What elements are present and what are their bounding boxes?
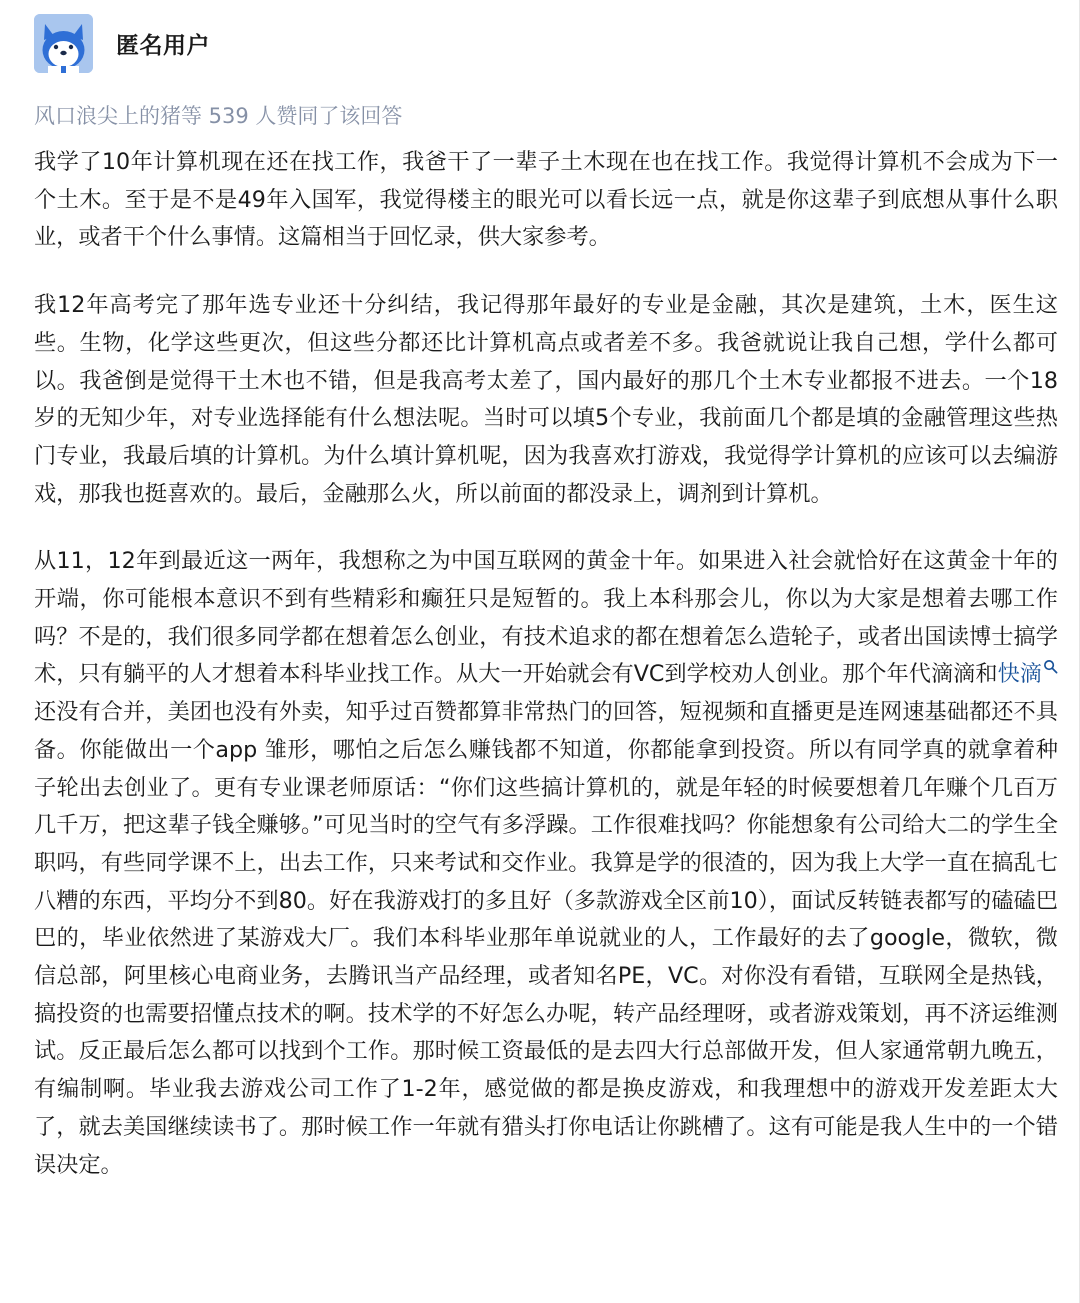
author-name[interactable]: 匿名用户 bbox=[116, 32, 210, 59]
search-icon[interactable] bbox=[1043, 659, 1058, 674]
paragraph-3-text-before: 从11，12年到最近这一两年，我想称之为中国互联网的黄金十年。如果进入社会就恰好在这黄金十年的开端，你可能根本意识不到有些精彩和癫狂只是短暂的。我上本科那会儿，你以为大家是想着去哪工作吗？不是的，我们很多同学都在想着怎么创业，有技术追求的都在想着怎么造轮子，或者出国读博士搞学术，只有躺平的人才想着本科毕业找工作。从大一开始就会有VC到学校劝人创业。那个年代滴滴和 bbox=[34, 548, 1058, 688]
paragraph-3 bbox=[34, 543, 1058, 1184]
avatar-graphic bbox=[34, 14, 93, 73]
answer-author-header bbox=[34, 13, 210, 73]
keyword-link-text[interactable]: 快滴 bbox=[997, 661, 1043, 688]
anonymous-avatar-icon[interactable] bbox=[34, 14, 93, 73]
paragraph-1: 我学了10年计算机现在还在找工作，我爸干了一辈子土木现在也在找工作。我觉得计算机不会成为下一个土木。至于是不是49年入国军，我觉得楼主的眼光可以看长远一点，就是你这辈子到底想从事什么职业，或者干个什么事情。这篇相当于回忆录，供大家参考。 bbox=[34, 149, 1058, 251]
keyword-search-link[interactable] bbox=[998, 661, 1058, 687]
paragraph-2: 我12年高考完了那年选专业还十分纠结，我记得那年最好的专业是金融，其次是建筑，土木，医生这些。生物，化学这些更次，但这些分都还比计算机高点或者差不多。我爸就说让我自己想，学什么都可以。我爸倒是觉得干土木也不错，但是我高考太差了，国内最好的那几个土木专业都报不进去。一个18岁的无知少年，对专业选择能有什么想法呢。当时可以填5个专业，我前面几个都是填的金融管理这些热门专业，我最后填的计算机。为什么填计算机呢，因为我喜欢打游戏，我觉得学计算机的应该可以去编游戏，那我也挺喜欢的。最后，金融那么火，所以前面的都没录上，调剂到计算机。 bbox=[34, 292, 1058, 507]
answer-content bbox=[34, 144, 1058, 1184]
voters-summary[interactable]: 风口浪尖上的猪等 539 人赞同了该回答 bbox=[34, 104, 403, 128]
paragraph-3-text-after: 还没有合并，美团也没有外卖，知乎过百赞都算非常热门的回答，短视频和直播更是连网速基础都还不具备。你能做出一个app 雏形，哪怕之后怎么赚钱都不知道，你都能拿到投资。所以有同学真的就拿着种子轮出去创业了。更有专业课老师原话：“你们这些搞计算机的，就是年轻的时候要想着几年赚个几百万几千万，把这辈子钱全赚够。”可见当时的空气有多浮躁。工作很难找吗？你能想象有公司给大二的学生全职吗，有些同学课不上，出去工作，只来考试和交作业。我算是学的很渣的，因为我上大学一直在搞乱七八糟的东西，平均分不到80。好在我游戏打的多且好（多款游戏全区前10），面试反转链表都写的磕磕巴巴的，毕业依然进了某游戏大厂。我们本科毕业那年单说就业的人，工作最好的去了google，微软，微信总部，阿里核心电商业务，去腾讯当产品经理，或者知名PE，VC。对你没有看错，互联网全是热钱，搞投资的也需要招懂点技术的啊。技术学的不好怎么办呢，转产品经理呀，或者游戏策划，再不济运维测试。反正最后怎么都可以找到个工作。那时候工资最低的是去四大行总部做开发，但人家通常朝九晚五，有编制啊。毕业我去游戏公司工作了1-2年，感觉做的都是换皮游戏，和我理想中的游戏开发差距太大了，就去美国继续读书了。那时候工作一年就有猎头打你电话让你跳槽了。这有可能是我人生中的一个错误决定。 bbox=[34, 699, 1058, 1178]
